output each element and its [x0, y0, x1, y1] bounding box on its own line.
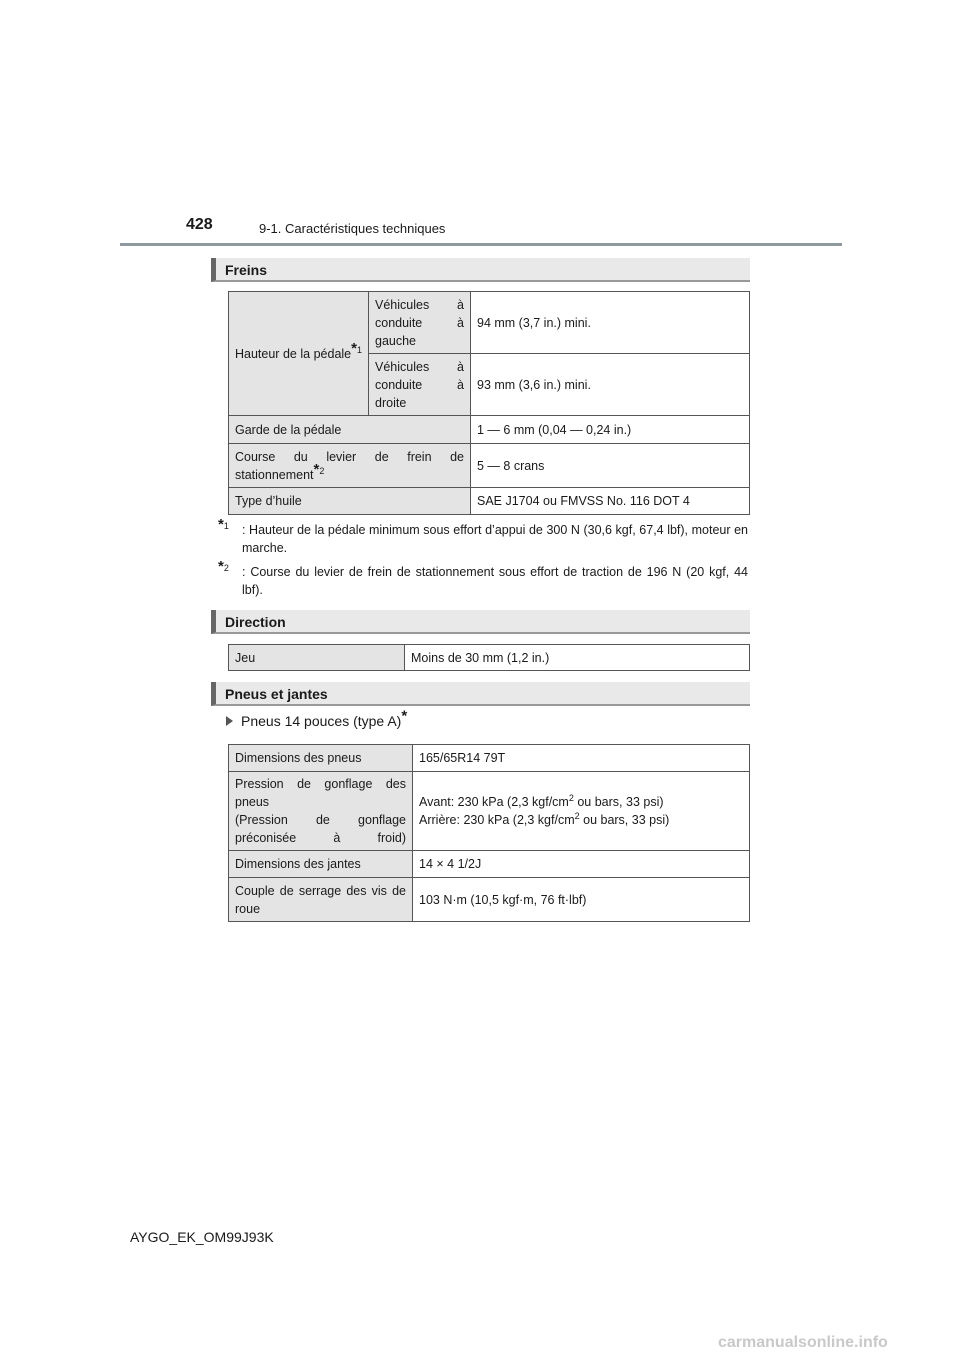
tire-size-value: 165/65R14 79T: [413, 745, 750, 772]
pressure-value: [413, 772, 750, 851]
footnote-1: [218, 515, 748, 557]
table-row: [229, 878, 750, 922]
watermark[interactable]: carmanualsonline.info: [718, 1334, 888, 1351]
page-number: 428: [186, 216, 213, 233]
pressure-label: Pression de gonflage des pneus: [235, 777, 406, 809]
wheel-size-label: Dimensions des jantes: [229, 851, 413, 878]
rear-pressure: Arrière: 230 kPa (2,3 kgf/$cm^2$ ou bars, 33 psi): [419, 810, 670, 827]
left-drive-value: 94 mm (3,7 in.) mini.: [471, 292, 750, 354]
lever-label: Course du levier de frein de stationnement: [235, 449, 464, 482]
table-row: [229, 292, 750, 354]
section-header-tires: [211, 682, 750, 706]
footnote-2: [218, 557, 748, 599]
free-play-value: 1 — 6 mm (0,04 — 0,24 in.): [471, 416, 750, 444]
section-header-freins: [211, 258, 750, 282]
footnote-marker: *$^2$: [218, 557, 229, 575]
document-code: AYGO_EK_OM99J93K: [130, 1229, 274, 1245]
play-label: Jeu: [229, 645, 405, 671]
table-row: [229, 851, 750, 878]
torque-label: Couple de serrage des vis de roue: [235, 883, 406, 916]
oil-label: Type d’huile: [229, 488, 471, 515]
section-title: Freins: [225, 262, 268, 278]
front-pressure: Avant: 230 kPa (2,3 kgf/$cm^2$ ou bars, 33 psi): [419, 792, 664, 809]
steering-table: [228, 644, 750, 671]
lever-value: 5 — 8 crans: [471, 444, 750, 488]
triangle-bullet-icon: [226, 716, 233, 726]
chapter-title: 9-1. Caractéristiques techniques: [259, 221, 446, 236]
pressure-label-2: (Pression de gonflage préconisée à froid): [235, 813, 406, 845]
footnote-ref: 1: [356, 344, 362, 355]
table-row: [229, 645, 750, 671]
table-row: [229, 416, 750, 444]
left-drive-label: Véhicules à conduite à gauche: [369, 292, 471, 354]
table-cell: Course du levier de frein de stationnement*$^2$: [229, 444, 471, 488]
tire-subheading: Pneus 14 pouces (type A)*: [226, 713, 407, 729]
pedal-height-label: Hauteur de la pédale: [235, 346, 352, 361]
oil-value: SAE J1704 ou FMVSS No. 116 DOT 4: [471, 488, 750, 515]
play-value: Moins de 30 mm (1,2 in.): [405, 645, 750, 671]
table-row: [229, 772, 750, 851]
table-row: [229, 444, 750, 488]
table-cell: Hauteur de la pédale*$^1$: [229, 292, 369, 416]
section-title: Direction: [225, 614, 286, 630]
right-drive-value: 93 mm (3,6 in.) mini.: [471, 354, 750, 416]
section-header-direction: [211, 610, 750, 634]
footnote-text: : Hauteur de la pédale minimum sous effort d’appui de 300 N (30,6 kgf, 67,4 lbf), moteur en marche.: [242, 523, 748, 555]
footnote-ref: 2: [319, 465, 325, 476]
table-cell: [229, 772, 413, 851]
tire-size-label: Dimensions des pneus: [229, 745, 413, 772]
tires-table: [228, 744, 750, 922]
wheel-size-value: 14 × 4 1/2J: [413, 851, 750, 878]
footnote-text: : Course du levier de frein de stationnement sous effort de traction de 196 N (20 kgf, 44 lbf).: [242, 565, 748, 597]
free-play-label: Garde de la pédale: [229, 416, 471, 444]
footnote-marker: *$^1$: [218, 515, 229, 533]
table-row: [229, 488, 750, 515]
brakes-table: [228, 291, 750, 515]
torque-value: 103 N·m (10,5 kgf·m, 76 ft·lbf): [413, 878, 750, 922]
subheading-text: Pneus 14 pouces (type A): [241, 713, 402, 729]
header-rule: [120, 243, 842, 246]
table-cell: [229, 878, 413, 922]
section-title: Pneus et jantes: [225, 686, 328, 702]
table-row: [229, 745, 750, 772]
right-drive-label: Véhicules à conduite à droite: [369, 354, 471, 416]
